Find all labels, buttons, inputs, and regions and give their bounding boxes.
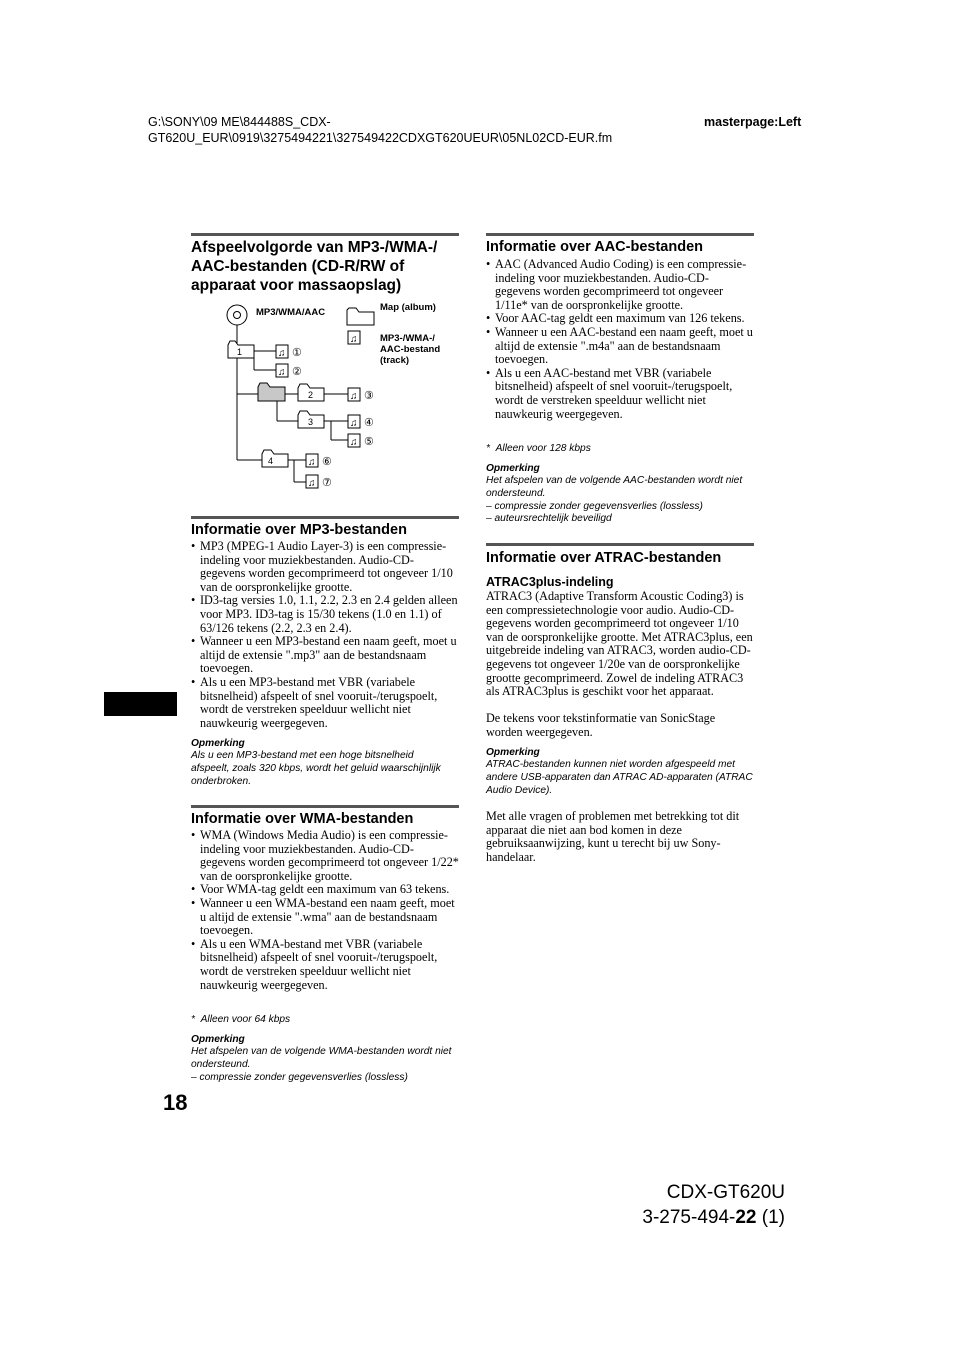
mp3-list — [191, 540, 459, 730]
page-number: 18 — [163, 1090, 188, 1115]
root-label: MP3/WMA/AAC — [256, 307, 326, 318]
aac-note — [486, 462, 754, 526]
list-item: • WMA (Windows Media Audio) is een compressie-indeling voor muziekbestanden. Audio-CD-gegevens worden gecomprimeerd tot ongeveer 1/22* van de oorspronkelijke grootte. — [191, 829, 459, 883]
note-item: – compressie zonder gegevensverlies (lossless) — [191, 1071, 408, 1083]
wma-rule — [191, 805, 459, 808]
list-item: • Wanneer u een WMA-bestand een naam geeft, moet u altijd de extensie ".wma" aan de bestandsnaam toevoegen. — [191, 897, 459, 938]
legend-folder-icon — [347, 308, 374, 325]
track-6-label: ⑥ — [322, 456, 332, 468]
list-item: • MP3 (MPEG-1 Audio Layer-3) is een compressie-indeling voor muziekbestanden. Audio-CD-gegevens worden gecomprimeerd tot ongeveer 1/10 van de oorspronkelijke grootte. — [191, 540, 459, 594]
model-name: CDX-GT620U — [666, 1182, 785, 1203]
track-1-label: ① — [292, 347, 302, 359]
note-item: – compressie zonder gegevensverlies (lossless) — [486, 500, 703, 512]
atrac-para1: ATRAC3 (Adaptive Transform Acoustic Coding3) is een compressietechnologie voor audio. Audio-CD-gegevens worden gecomprimeerd tot ongeveer 1/10 van de oorspronkelijke grootte. Met ATRAC3plus, een uitgebreide indeling van ATRAC3, worden audio-CD-gegevens tot ongeveer 1/20e van de oorspronkelijke grootte gecomprimeerd. Zowel de indeling ATRAC3 als ATRAC3plus is geschikt voor het apparaat. — [486, 589, 753, 699]
folder-1-label: 1 — [237, 347, 243, 357]
list-item: • ID3-tag versies 1.0, 1.1, 2.2, 2.3 en 2.4 gelden alleen voor MP3. ID3-tag is 15/30 tekens (1.0 en 1.1) of 63/126 tekens (2.2, 2.3 en 2.4). — [191, 594, 459, 635]
footnote-mark: * — [191, 1014, 195, 1025]
note-text: Het afspelen van de volgende WMA-bestanden wordt niet ondersteund. — [191, 1046, 452, 1070]
folder-4-icon — [262, 450, 288, 467]
note-text: Als u een MP3-bestand met een hoge bitsnelheid afspeelt, zoals 320 kbps, wordt het geluid waarschijnlijk onderbroken. — [191, 750, 441, 787]
list-item: • AAC (Advanced Audio Coding) is een compressie-indeling voor muziekbestanden. Audio-CD-gegevens worden gecomprimeerd tot ongeveer 1/11e* van de oorspronkelijke grootte. — [486, 258, 754, 312]
svg-text:♫: ♫ — [278, 367, 286, 378]
side-tab — [104, 692, 177, 716]
section-title: Afspeelvolgorde van MP3-/WMA-/ AAC-bestanden (CD-R/RW of apparaat voor massaopslag) — [191, 239, 438, 294]
masterpage-label: masterpage:Left — [704, 115, 802, 129]
file-path-line1: G:\SONY\09 ME\844488S_CDX- — [148, 115, 331, 129]
svg-text:♫: ♫ — [350, 334, 358, 345]
note-title: Opmerking — [191, 1034, 245, 1045]
closing-text: Met alle vragen of problemen met betrekking tot dit apparaat die niet aan bod komen in deze gebruiksaanwijzing, kunt u terecht bij uw Sony-handelaar. — [486, 809, 740, 864]
svg-text:♫: ♫ — [308, 478, 316, 489]
legend-file-label: MP3-/WMA-/ AAC-bestand (track) — [380, 333, 441, 366]
list-item: • Wanneer u een AAC-bestand een naam geeft, moet u altijd de extensie ".m4a" aan de bestandsnaam toevoegen. — [486, 326, 754, 367]
list-item: • Als u een AAC-bestand met VBR (variabele bitsnelheid) afspeelt of snel vooruit-/terugspoelt, wordt de verstreken speelduur wellicht niet nauwkeurig weergegeven. — [486, 367, 754, 421]
list-item: • Als u een WMA-bestand met VBR (variabele bitsnelheid) afspeelt of snel vooruit-/terugspoelt, wordt de verstreken speelduur wellicht niet nauwkeurig weergegeven. — [191, 938, 459, 992]
list-item: • Voor WMA-tag geldt een maximum van 63 tekens. — [191, 883, 459, 897]
legend-file-icon — [348, 331, 360, 345]
file-path — [148, 114, 668, 146]
aac-footnote — [486, 443, 591, 454]
track-4-label: ④ — [364, 417, 374, 429]
folder-1-icon — [228, 341, 254, 358]
track-7-icon — [306, 475, 332, 489]
track-5-icon — [348, 434, 374, 448]
wma-note — [191, 1033, 459, 1084]
track-3-icon — [348, 388, 374, 402]
note-title: Opmerking — [486, 747, 540, 758]
model-code — [600, 1205, 785, 1230]
legend-folder-label: Map (album) — [380, 302, 436, 313]
svg-text:♫: ♫ — [350, 391, 358, 402]
folder-2-icon — [298, 384, 324, 401]
track-2-label: ② — [292, 366, 302, 378]
track-7-label: ⑦ — [322, 477, 332, 489]
list-item: • Wanneer u een MP3-bestand een naam geeft, moet u altijd de extensie ".mp3" aan de bestandsnaam toevoegen. — [191, 635, 459, 676]
track-4-icon — [348, 415, 374, 429]
svg-text:♫: ♫ — [350, 418, 358, 429]
folder-2-label: 2 — [308, 390, 314, 400]
model-code-prefix: 3-275-494- — [642, 1207, 736, 1228]
note-title: Opmerking — [486, 463, 540, 474]
mp3-heading: Informatie over MP3-bestanden — [191, 522, 407, 538]
footnote-mark: * — [486, 443, 490, 454]
note-title: Opmerking — [191, 738, 245, 749]
aac-rule — [486, 233, 754, 236]
model-code-bold: 22 — [735, 1207, 757, 1228]
track-2-icon — [276, 364, 302, 378]
footnote-text: Alleen voor 128 kbps — [495, 443, 591, 454]
mp3-note — [191, 737, 451, 788]
disc-icon — [227, 305, 247, 325]
note-text: Het afspelen van de volgende AAC-bestanden wordt niet ondersteund. — [486, 475, 743, 499]
mp3-rule — [191, 516, 459, 519]
folder-tree-diagram — [220, 296, 460, 496]
wma-heading: Informatie over WMA-bestanden — [191, 811, 414, 827]
note-item: – auteursrechtelijk beveiligd — [486, 513, 612, 525]
atrac-para2: De tekens voor tekstinformatie van SonicStage worden weergegeven. — [486, 711, 716, 739]
model-code-suffix: (1) — [756, 1207, 785, 1228]
track-5-label: ⑤ — [364, 436, 374, 448]
atrac-subheading: ATRAC3plus-indeling — [486, 575, 614, 589]
model-block — [600, 1180, 785, 1230]
aac-heading: Informatie over AAC-bestanden — [486, 239, 703, 255]
title-rule — [191, 233, 459, 236]
atrac-note — [486, 746, 754, 797]
folder-highlight-icon — [258, 383, 285, 401]
svg-text:♫: ♫ — [278, 348, 286, 359]
atrac-heading: Informatie over ATRAC-bestanden — [486, 550, 722, 566]
track-6-icon — [306, 454, 332, 468]
track-3-label: ③ — [364, 390, 374, 402]
track-1-icon — [276, 345, 302, 359]
aac-list — [486, 258, 754, 421]
folder-3-icon — [298, 411, 324, 428]
svg-text:♫: ♫ — [350, 437, 358, 448]
atrac-rule — [486, 543, 754, 546]
folder-3-label: 3 — [308, 417, 314, 427]
note-text: ATRAC-bestanden kunnen niet worden afgespeeld met andere USB-apparaten dan ATRAC AD-apparaten (ATRAC Audio Device). — [486, 759, 753, 796]
file-path-line2: GT620U_EUR\0919\3275494221\327549422CDXGT620UEUR\05NL02CD-EUR.fm — [148, 131, 613, 145]
list-item: • Als u een MP3-bestand met VBR (variabele bitsnelheid) afspeelt of snel vooruit-/terugspoelt, wordt de verstreken speelduur wellicht niet nauwkeurig weergegeven. — [191, 676, 459, 730]
wma-list — [191, 829, 459, 992]
list-item: • Voor AAC-tag geldt een maximum van 126 tekens. — [486, 312, 754, 326]
footnote-text: Alleen voor 64 kbps — [200, 1014, 291, 1025]
folder-4-label: 4 — [268, 456, 274, 466]
wma-footnote — [191, 1014, 290, 1025]
svg-text:♫: ♫ — [308, 457, 316, 468]
